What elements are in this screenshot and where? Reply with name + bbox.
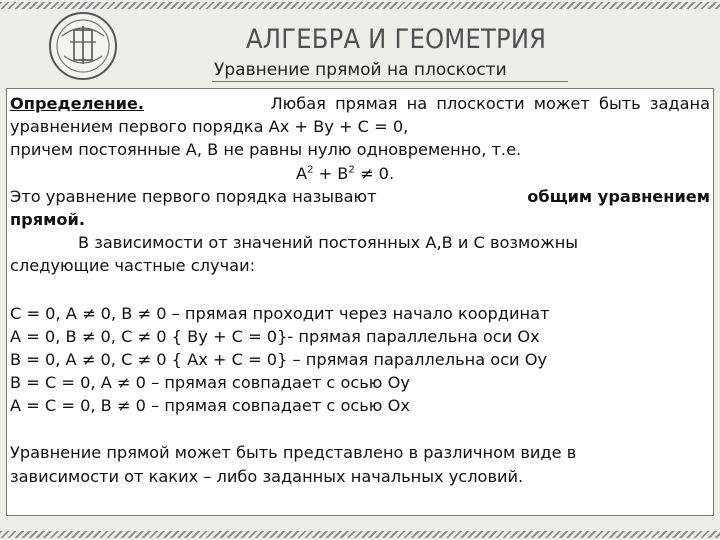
definition-label: Определение. xyxy=(10,94,145,113)
definition-text-1: Любая прямая на плоскости может быть задана xyxy=(270,94,710,113)
final-line-1: Уравнение прямой может быть представлено в различном виде в xyxy=(10,443,577,463)
case-line: В = С = 0, А ≠ 0 – прямая совпадает с осью Оу xyxy=(10,373,410,393)
final-line-2: зависимости от каких – либо заданных начальных условий. xyxy=(10,466,524,486)
dependence-line-2: следующие частные случаи: xyxy=(10,256,256,276)
top-decorative-stripe xyxy=(0,2,720,9)
page-title: АЛГЕБРА И ГЕОМЕТРИЯ xyxy=(246,24,547,55)
definition-line-3: причем постоянные А, В не равны нулю одновременно, т.е. xyxy=(10,140,522,160)
condition-equation: $А^2 + В^2 \ne 0$. xyxy=(296,163,395,183)
general-equation-line-2: прямой. xyxy=(10,209,86,229)
content-text xyxy=(10,92,710,488)
case-line: В = 0, А ≠ 0, С ≠ 0 { Ax + C = 0} – прямая параллельна оси Оу xyxy=(10,349,548,369)
case-line: А = С = 0, В ≠ 0 – прямая совпадает с осью Ох xyxy=(10,396,410,416)
subtitle-underline xyxy=(212,81,568,82)
spacer xyxy=(10,278,710,302)
dependence-line-1: В зависимости от значений постоянных А,В и С возможны xyxy=(78,233,579,253)
definition-line-2: уравнением первого порядка Ах + Ву + С = 0, xyxy=(10,117,409,137)
page-subtitle: Уравнение прямой на плоскости xyxy=(214,60,507,80)
general-equation-line-1: Это уравнение первого порядка называют общим уравнением xyxy=(10,185,710,208)
case-line: А = 0, В ≠ 0, С ≠ 0 { By + C = 0}- прямая параллельна оси Ох xyxy=(10,326,540,346)
spacer xyxy=(10,417,710,441)
case-line: C = 0, А ≠ 0, В ≠ 0 – прямая проходит через начало координат xyxy=(10,303,550,323)
general-equation-term: общим уравнением xyxy=(527,186,710,206)
university-seal-icon xyxy=(40,10,126,82)
bottom-decorative-stripe xyxy=(0,531,720,538)
definition-line-1 xyxy=(10,92,710,115)
